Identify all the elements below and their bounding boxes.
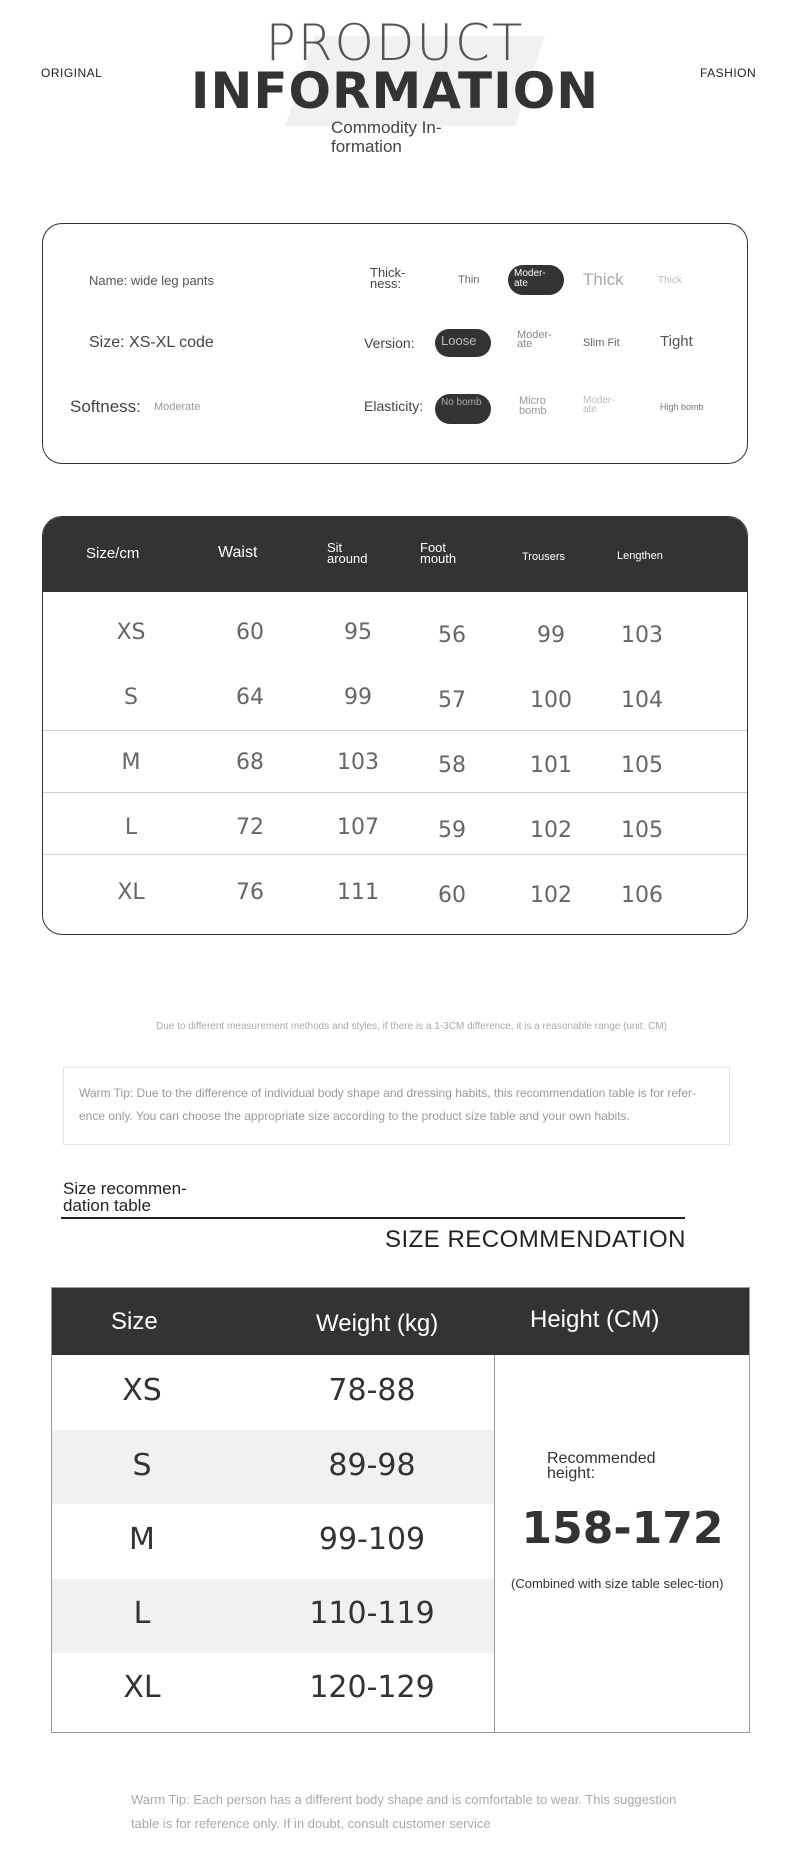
size-cell-lengthen: 104 xyxy=(621,688,663,713)
product-size: Size: XS-XL code xyxy=(89,334,214,351)
size-header-lengthen: Lengthen xyxy=(617,550,663,562)
thickness-option-extra-thick: Thick xyxy=(658,275,682,286)
elasticity-option-micro-bomb: Micro bomb xyxy=(519,395,547,417)
recommended-height-value: 158-172 xyxy=(521,1503,724,1554)
header-right-word: FASHION xyxy=(700,66,757,80)
size-cell-foot-mouth: 56 xyxy=(438,623,466,648)
recommendation-table xyxy=(51,1287,750,1733)
thickness-label: Thick-ness: xyxy=(370,265,406,291)
size-cell-lengthen: 103 xyxy=(621,623,663,648)
recommended-height-label: Recommended height: xyxy=(547,1450,656,1482)
rec-cell-weight: 99-109 xyxy=(318,1522,426,1557)
page-title-line1: PRODUCT xyxy=(265,14,525,72)
size-cell-foot-mouth: 57 xyxy=(438,688,466,713)
size-cell-foot-mouth: 59 xyxy=(438,818,466,843)
product-name: Name: wide leg pants xyxy=(89,273,215,288)
rec-header-weight: Weight (kg) xyxy=(316,1310,439,1337)
version-option-loose: Loose xyxy=(435,329,491,357)
size-cell-sit-around: 107 xyxy=(337,815,379,840)
size-cell-trousers: 102 xyxy=(530,818,572,843)
product-info-box xyxy=(42,223,748,464)
elasticity-label: Elasticity: xyxy=(364,398,424,414)
size-table xyxy=(42,516,748,935)
size-cell-sit-around: 95 xyxy=(344,620,372,645)
size-cell-waist: 64 xyxy=(236,685,264,710)
header-left-word: ORIGINAL xyxy=(41,66,103,80)
page-title-line2: INFORMATION xyxy=(190,62,600,120)
size-cell-waist: 60 xyxy=(236,620,264,645)
size-cell-size: S xyxy=(124,685,138,710)
size-cell-foot-mouth: 60 xyxy=(438,883,466,908)
elasticity-option-no-bomb: No bomb xyxy=(435,394,491,424)
rec-cell-size: XS xyxy=(122,1373,162,1408)
rec-cell-size: L xyxy=(133,1596,151,1631)
recommendation-title: SIZE RECOMMENDATION xyxy=(384,1226,686,1253)
size-header-trousers: Trousers xyxy=(522,551,565,563)
size-cell-size: XL xyxy=(117,880,145,905)
rec-cell-weight: 120-129 xyxy=(309,1670,435,1705)
size-cell-lengthen: 105 xyxy=(621,818,663,843)
size-header-size: Size/cm xyxy=(86,545,140,562)
size-cell-waist: 68 xyxy=(236,750,264,775)
rec-cell-size: XL xyxy=(123,1670,161,1705)
rec-cell-weight: 78-88 xyxy=(328,1373,416,1408)
size-table-divider xyxy=(43,854,748,855)
elasticity-option-high-bomb: High bomb xyxy=(660,402,704,412)
warm-tip-text: Warm Tip: Due to the difference of individual body shape and dressing habits, this recommendation table is for refer-ence only. You can choose the appropriate size according to the product size table and your own habits. xyxy=(79,1086,696,1123)
size-cell-trousers: 102 xyxy=(530,883,572,908)
size-cell-foot-mouth: 58 xyxy=(438,753,466,778)
version-label: Version: xyxy=(364,335,415,351)
rec-header-size: Size xyxy=(111,1308,158,1335)
size-cell-waist: 72 xyxy=(236,815,264,840)
thickness-option-moderate: Moder-ate xyxy=(508,265,564,295)
size-cell-size: L xyxy=(124,815,138,840)
size-header-foot-mouth: Foot mouth xyxy=(420,540,457,566)
recommendation-label: Size recommen-dation table xyxy=(63,1179,187,1215)
size-table-header xyxy=(43,517,748,592)
size-cell-trousers: 99 xyxy=(537,623,565,648)
size-header-sit-around: Sit around xyxy=(327,540,368,566)
rec-cell-weight: 110-119 xyxy=(309,1596,435,1631)
size-cell-waist: 76 xyxy=(236,880,264,905)
version-option-slim-fit: Slim Fit xyxy=(583,337,620,349)
size-cell-sit-around: 99 xyxy=(344,685,372,710)
bottom-warm-tip: Warm Tip: Each person has a different body shape and is comfortable to wear. This suggestion table is for reference only. If in doubt, consult customer service xyxy=(131,1792,677,1831)
measurement-note: Due to different measurement methods and styles, if there is a 1-3CM difference, it is a reasonable range (unit: CM) xyxy=(156,1021,667,1032)
rec-cell-size: M xyxy=(129,1522,155,1557)
size-cell-sit-around: 111 xyxy=(337,880,379,905)
softness-value: Moderate xyxy=(154,401,201,413)
thickness-option-thin: Thin xyxy=(458,274,480,286)
recommendation-divider xyxy=(61,1217,685,1219)
size-cell-trousers: 101 xyxy=(530,753,572,778)
recommendation-table-header xyxy=(52,1288,749,1355)
size-table-divider xyxy=(43,730,748,731)
size-cell-lengthen: 106 xyxy=(621,883,663,908)
size-cell-size: XS xyxy=(116,620,146,645)
version-option-moderate: Moder-ate xyxy=(517,329,552,350)
version-option-tight: Tight xyxy=(660,333,693,350)
rec-header-height: Height (CM) xyxy=(530,1306,660,1333)
size-cell-sit-around: 103 xyxy=(337,750,379,775)
rec-cell-size: S xyxy=(132,1448,152,1483)
size-cell-size: M xyxy=(121,750,141,775)
recommended-height-note: (Combined with size table selec-tion) xyxy=(511,1576,724,1591)
softness-label: Softness: xyxy=(70,397,141,416)
size-table-divider xyxy=(43,792,748,793)
thickness-option-thick: Thick xyxy=(583,270,624,289)
size-header-waist: Waist xyxy=(218,544,258,561)
size-cell-lengthen: 105 xyxy=(621,753,663,778)
rec-cell-weight: 89-98 xyxy=(328,1448,416,1483)
elasticity-option-moderate: Moder-ate xyxy=(583,395,615,415)
size-cell-trousers: 100 xyxy=(530,688,572,713)
page-subtitle: Commodity In-formation xyxy=(331,118,442,156)
